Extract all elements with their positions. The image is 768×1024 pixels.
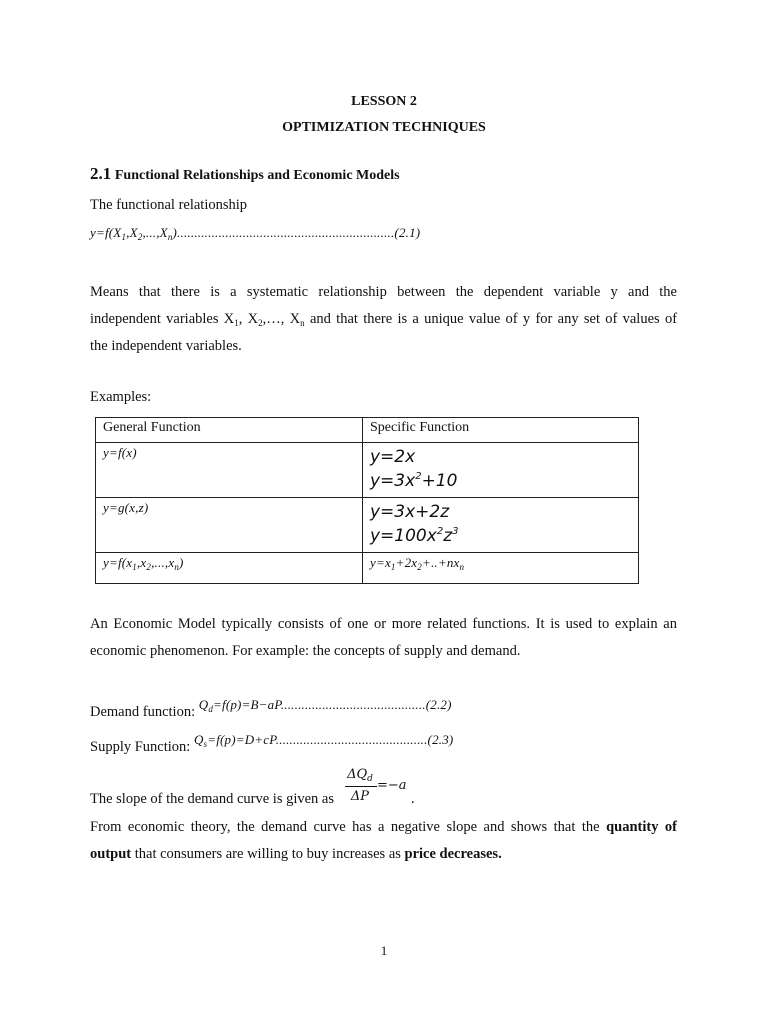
- row2-general: y=g(x,z): [96, 498, 363, 553]
- section-heading: [90, 164, 400, 184]
- para3-line2: output that consumers are willing to buy increases as price decreases.: [90, 846, 502, 862]
- para3-line1: From economic theory, the demand curve has a negative slope and shows that the quantity of: [90, 819, 678, 835]
- slope-text: The slope of the demand curve is given as: [90, 791, 335, 807]
- para2-line2: economic phenomenon. For example: the concepts of supply and demand.: [90, 643, 521, 659]
- paragraph-economic-model: [90, 611, 677, 665]
- table-header-row: [96, 418, 639, 443]
- para2-line1: An Economic Model typically consists of one or more related functions. It is used to explain an: [90, 616, 677, 632]
- paragraph-demand-theory: [90, 814, 677, 868]
- row1-specific: y=2x $y=3x^2+10$: [363, 443, 639, 498]
- lesson-label: LESSON 2: [351, 94, 417, 109]
- para1-line3: the independent variables.: [90, 338, 242, 354]
- table-header-specific: Specific Function: [363, 418, 639, 443]
- demand-function-line: [90, 697, 452, 721]
- para1-line2: independent variables $X_1$, $X_2,\dots$, $X_n$ and that there is a unique value of y for any set of values of: [90, 311, 678, 328]
- slope-period: .: [411, 791, 415, 807]
- row3-specific: $y=x_1+2x_2+..+nx_n$: [363, 553, 639, 584]
- page-number: 1: [380, 943, 388, 958]
- para1-line1: Means that there is a systematic relationship between the dependent variable y and the: [90, 284, 677, 300]
- demand-label: Demand function:: [90, 704, 196, 720]
- examples-table: [95, 417, 639, 584]
- paragraph-definition: [90, 279, 677, 360]
- table-row: [96, 553, 639, 584]
- fraction-bar: [345, 786, 377, 787]
- row3-general: $y=f(x_1,x_2,...,x_n)$: [96, 553, 363, 584]
- supply-equation: $Q_s=f(p)=D+cP............................................(2.3)$: [193, 732, 454, 749]
- page-title: OPTIMIZATION TECHNIQUES: [282, 120, 486, 135]
- intro-text: The functional relationship: [90, 197, 248, 213]
- examples-label: Examples:: [90, 389, 152, 405]
- section-title: Functional Relationships and Economic Models: [114, 168, 400, 183]
- slope-rhs: =−a: [377, 778, 407, 793]
- supply-function-line: [90, 732, 454, 756]
- table-row: [96, 443, 639, 498]
- table-header-general: General Function: [96, 418, 363, 443]
- equation-2-1: $y=f(X_1,X_2,...,X_n)...............................................................(2.1)$: [90, 225, 421, 242]
- slope-denominator: ΔP: [350, 789, 370, 804]
- slope-numerator: $\Delta Q_d$: [347, 767, 373, 784]
- section-number: 2.1: [90, 164, 112, 183]
- row1-general: y=f(x): [96, 443, 363, 498]
- demand-equation: $Q_d=f(p)=B-aP..........................................(2.2)$: [198, 697, 452, 714]
- row2-specific: y=3x+2z $y=100x^2z^3$: [363, 498, 639, 553]
- supply-label: Supply Function:: [90, 739, 191, 755]
- table-row: [96, 498, 639, 553]
